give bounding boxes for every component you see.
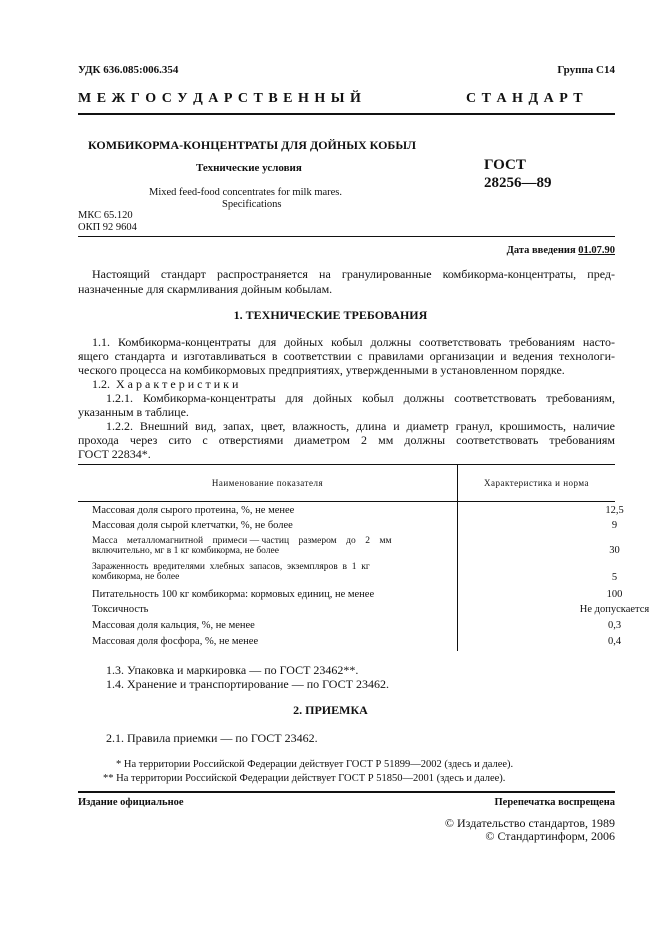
copyright-2: © Стандартинформ, 2006: [485, 829, 615, 843]
para-1-2-2-line-1: 1.2.2. Внешний вид, запах, цвет, влажность, длина и диаметр гранул, крошимость, наличие: [106, 419, 615, 433]
table-cell-value: Не допускается: [579, 604, 650, 615]
intro-line-2: назначенные для скармливания дойным кобылам.: [78, 282, 333, 296]
table-cell-value: 0,3: [607, 620, 622, 631]
para-1-3: 1.3. Упаковка и маркировка — по ГОСТ 23462**.: [106, 663, 359, 677]
table-header-name: Наименование показателя: [211, 478, 324, 488]
table-header-rule: [78, 501, 615, 502]
udk-code: УДК 636.085:006.354: [78, 64, 179, 76]
para-1-2-2-line-2: прохода через сито с отверстиями диаметром 2 мм должны соответствовать требованиям: [78, 433, 615, 447]
document-title: КОМБИКОРМА-КОНЦЕНТРАТЫ ДЛЯ ДОЙНЫХ КОБЫЛ: [88, 138, 417, 152]
reprint-forbidden-label: Перепечатка воспрещена: [494, 797, 615, 808]
para-1-4: 1.4. Хранение и транспортирование — по ГОСТ 23462.: [106, 677, 389, 691]
copyright-1: © Издательство стандартов, 1989: [444, 816, 615, 830]
table-header-value: Характеристика и норма: [483, 478, 590, 488]
gost-number: 28256—89: [484, 175, 552, 191]
mks-code: МКС 65.120: [78, 210, 133, 221]
table-cell-value: 9: [611, 520, 618, 531]
banner-standard: С Т А Н Д А Р Т: [466, 91, 584, 106]
para-1-2-1-line-1: 1.2.1. Комбикорма-концентраты для дойных кобыл должны соответствовать требованиям,: [106, 391, 615, 405]
table-cell-value: 5: [611, 572, 618, 583]
table-cell-name: Питательность 100 кг комбикорма: кормовых единиц, не менее: [92, 589, 375, 600]
footer-rule: [78, 791, 615, 793]
okp-code: ОКП 92 9604: [78, 222, 137, 233]
table-cell-value: 12,5: [605, 505, 624, 516]
banner-interstate: М Е Ж Г О С У Д А Р С Т В Е Н Н Ы Й: [78, 91, 362, 106]
intro-date-value: 01.07.90: [578, 245, 615, 256]
group-code: Группа С14: [557, 64, 615, 76]
para-1-1-line-2: ящего стандарта и изготавливаться в соответствии с правилами организации и ведения технологи-: [78, 349, 615, 363]
english-subtitle: Specifications: [222, 199, 282, 210]
official-edition-label: Издание официальное: [78, 797, 184, 808]
para-1-1-line-1: 1.1. Комбикорма-концентраты для дойных кобыл должны соответствовать требованиям насто-: [92, 335, 615, 349]
intro-date-label: Дата введения: [506, 245, 576, 256]
table-cell-name: Масса металломагнитной примеси — частиц размером до 2 мм: [92, 536, 392, 546]
footnote-1: * На территории Российской Федерации действует ГОСТ Р 51899—2002 (здесь и далее).: [116, 759, 514, 770]
table-cell-value: 100: [606, 589, 623, 600]
header-rule: [78, 113, 615, 115]
table-cell-name: Массовая доля сырого протеина, %, не менее: [92, 505, 295, 516]
table-cell-value: 0,4: [607, 636, 622, 647]
table-cell-value: 30: [609, 545, 620, 556]
section-1-heading: 1. ТЕХНИЧЕСКИЕ ТРЕБОВАНИЯ: [233, 308, 428, 322]
table-cell-name: Зараженность вредителями хлебных запасов, экземпляров в 1 кг: [92, 562, 370, 572]
para-1-2: 1.2. Х а р а к т е р и с т и к и: [92, 377, 239, 391]
table-cell-name-cont: включительно, мг в 1 кг комбикорма, не более: [92, 546, 279, 556]
title-rule: [78, 236, 615, 237]
english-title: Mixed feed-food concentrates for milk mares.: [149, 187, 343, 198]
para-1-2-1-line-2: указанным в таблице.: [78, 405, 189, 419]
intro-line-1: Настоящий стандарт распространяется на гранулированные комбикорма-концентраты, пред-: [92, 267, 615, 281]
section-2-heading: 2. ПРИЕМКА: [293, 703, 368, 717]
table-cell-name-cont: комбикорма, не более: [92, 572, 180, 582]
table-cell-name: Токсичность: [92, 604, 149, 615]
table-cell-name: Массовая доля кальция, %, не менее: [92, 620, 255, 631]
table-cell-name: Массовая доля фосфора, %, не менее: [92, 636, 259, 647]
document-subtitle: Технические условия: [196, 162, 302, 174]
table-body-divider: [457, 501, 458, 651]
para-1-2-2-line-3: ГОСТ 22834*.: [78, 447, 151, 461]
intro-date: [507, 245, 615, 256]
footnote-2: ** На территории Российской Федерации действует ГОСТ Р 51850—2001 (здесь и далее).: [103, 773, 506, 784]
table-cell-name: Массовая доля сырой клетчатки, %, не более: [92, 520, 293, 531]
gost-label: ГОСТ: [484, 157, 526, 173]
para-2-1: 2.1. Правила приемки — по ГОСТ 23462.: [106, 731, 318, 745]
para-1-1-line-3: ческого процесса на комбикормовых предприятиях, утвержденными в установленном порядке.: [78, 363, 565, 377]
table-top-rule: [78, 464, 615, 465]
